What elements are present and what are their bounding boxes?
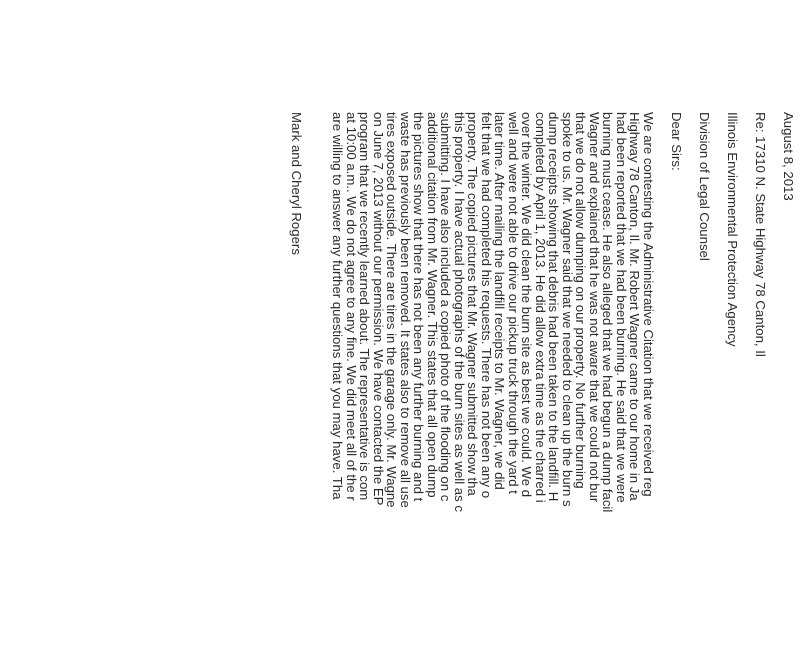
body-line: completed by April 1, 2013. He did allow extra time as the charred i — [533, 112, 548, 503]
body-line: tires exposed outside. There are tires in the garage only. Mr. Wagne — [384, 112, 400, 508]
body-line: property. The copied pictures that Mr. Wagner submitted show tha — [465, 112, 481, 496]
body-line: this property. I have actual photographs of the burn sites as well as c — [452, 112, 467, 512]
body-line: felt that we had completed his requests. There has not been any o — [479, 112, 494, 499]
recipient-division: Division of Legal Counsel — [697, 112, 712, 261]
body-line: dump receipts showing that debris had been taken to the landfill. H — [546, 112, 562, 502]
body-line: are willing to answer any further questions that you may have. Tha — [330, 112, 346, 500]
signature: Mark and Cheryl Rogers — [289, 112, 304, 255]
rotated-letter — [155, 112, 795, 652]
body-line: the pictures show that there has not been any further burning and t — [411, 112, 427, 502]
body-line: that we do not allow dumping on our property. No further burning — [573, 112, 589, 489]
body-line: at 10:00 a.m.. We do not agree to any fine. We did meet all of the r — [344, 112, 359, 501]
body-line: later time. After mailing the landfill receipts to Mr. Wagner, we did — [492, 112, 508, 490]
body-line: had been reported that we had been burning. He said that we were — [614, 112, 629, 503]
recipient-agency: Illinois Environmental Protection Agency — [725, 112, 740, 347]
body-line: program that we recently learned about. The representative is com — [357, 112, 373, 501]
body-line: submitting. I have also included a copied photo of the flooding on c — [438, 112, 454, 502]
body-line: We are contesting the Administrative Citation that we received reg — [641, 112, 656, 497]
body-line: Wagner and explained that he was not aware that we could not bur — [587, 112, 602, 503]
body-line: well and were not able to drive our pickup truck through the yard t — [506, 112, 521, 494]
body-line: spoke to us. Mr. Wagner said that we needed to clean up the burn s — [560, 112, 575, 507]
letter-date: August 8, 2013 — [781, 112, 796, 201]
body-line: over the winter. We did clean the burn site as best we could. We d — [519, 112, 535, 498]
body-line: burning must cease. He also alleged that we had begun a dump facil — [600, 112, 616, 513]
re-line: Re: 17310 N. State Highway 78 Canton, Il — [753, 112, 768, 357]
body-line: Highway 78 Canton, Il. Mr. Robert Wagner came to our home in Ja — [627, 112, 643, 501]
body-line: additional citation from Mr. Wagner. This states that all open dump — [425, 112, 440, 498]
body-line: on June 7, 2013 without our permission. We have contacted the EP — [371, 112, 386, 506]
salutation: Dear Sirs: — [669, 112, 684, 171]
body-line: waste has previously been removed. It states also to remove all use — [398, 112, 413, 508]
